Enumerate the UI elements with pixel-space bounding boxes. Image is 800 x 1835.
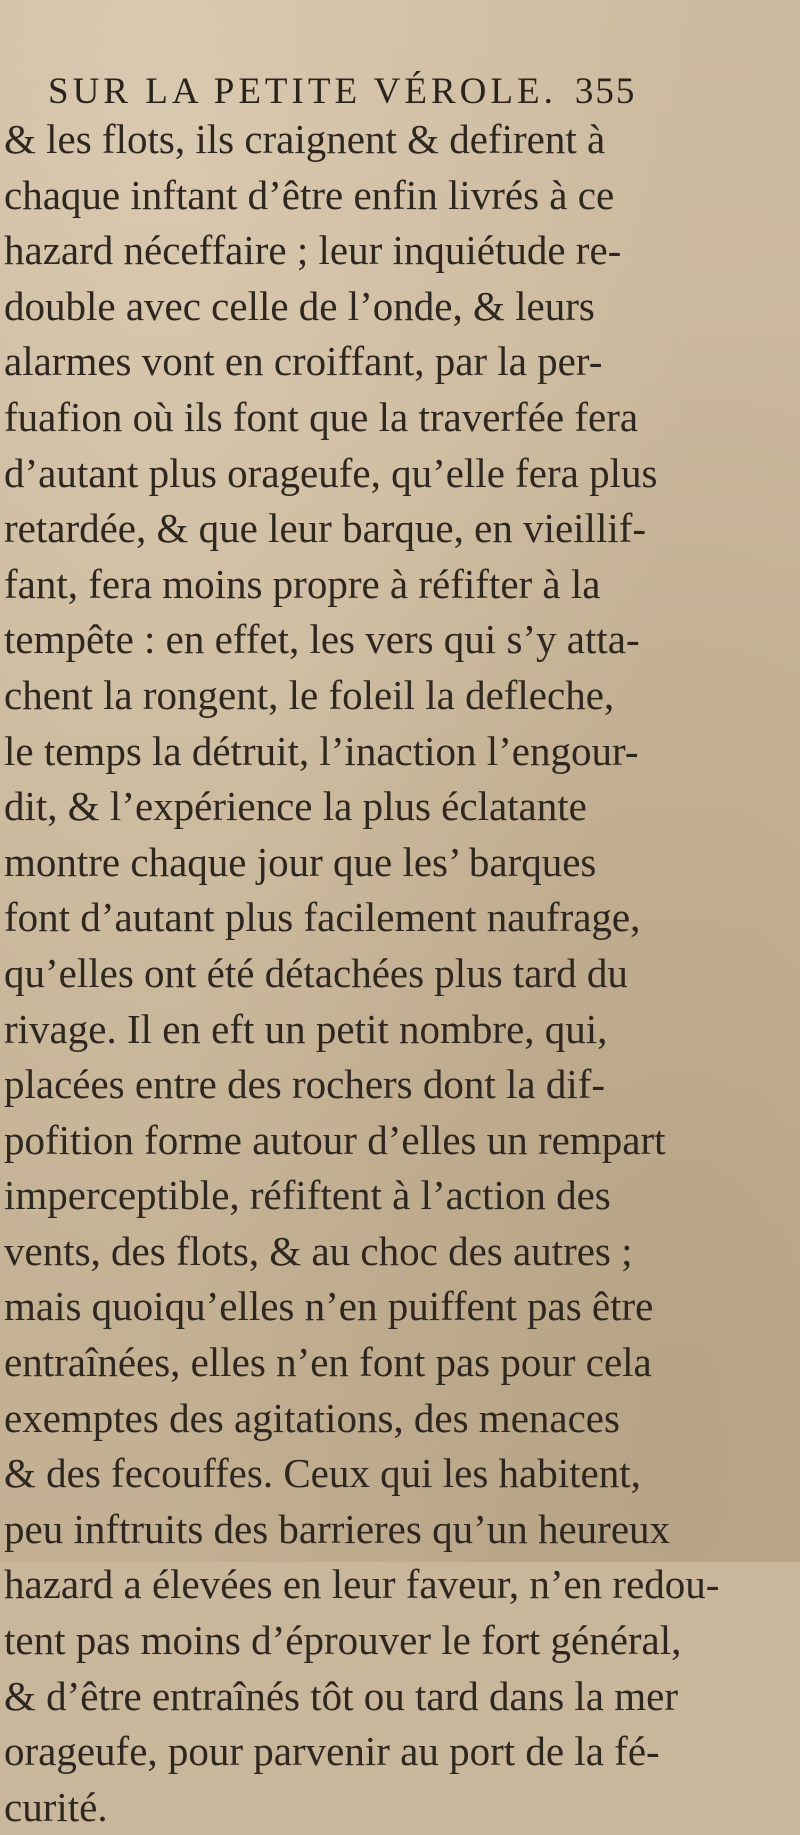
page-number: 355: [574, 71, 637, 112]
text-line: font d’autant plus facilement naufrage,: [4, 894, 641, 941]
text-line: fuafion où ils font que la traverfée fera: [4, 393, 639, 440]
text-line: & des fecouffes. Ceux qui les habitent,: [4, 1450, 641, 1497]
text-line: montre chaque jour que les’ barques: [4, 838, 597, 885]
text-line: chaque inftant d’être enfin livrés à ce: [4, 171, 615, 218]
text-line: tempête : en effet, les vers qui s’y atta-: [4, 616, 640, 663]
text-line: hazard néceffaire ; leur inquiétude re-: [4, 227, 622, 274]
text-line: double avec celle de l’onde, & leurs: [4, 282, 595, 329]
text-line: qu’elles ont été détachées plus tard du: [4, 949, 628, 996]
running-header-title: SUR LA PETITE VÉROLE.: [48, 71, 557, 112]
text-line: alarmes vont en croiffant, par la per-: [4, 338, 603, 385]
text-line: vents, des flots, & au choc des autres ;: [4, 1227, 633, 1274]
text-line: exemptes des agitations, des menaces: [4, 1394, 620, 1441]
text-line: curité.: [4, 1783, 108, 1830]
text-line: peu inftruits des barrieres qu’un heureux: [4, 1505, 671, 1552]
text-line: dit, & l’expérience la plus éclatante: [4, 783, 587, 830]
running-header: [48, 70, 688, 114]
text-line: tent pas moins d’éprouver le fort général,: [4, 1617, 682, 1664]
text-line: & d’être entraînés tôt ou tard dans la mer: [4, 1672, 678, 1719]
text-line: mais quoiqu’elles n’en puiffent pas être: [4, 1283, 654, 1330]
text-line: fant, fera moins propre à réfifter à la: [4, 560, 601, 607]
text-line: retardée, & que leur barque, en vieillif-: [4, 505, 647, 552]
text-line: imperceptible, réfiftent à l’action des: [4, 1172, 611, 1219]
text-line: pofition forme autour d’elles un rempart: [4, 1116, 666, 1163]
text-line: & les flots, ils craignent & defirent à: [4, 116, 606, 162]
text-line: d’autant plus orageufe, qu’elle fera plus: [4, 449, 658, 496]
text-line: placées entre des rochers dont la dif-: [4, 1061, 606, 1108]
text-line: hazard a élevées en leur faveur, n’en redou-: [4, 1561, 720, 1608]
text-line: orageufe, pour parvenir au port de la fé-: [4, 1728, 660, 1775]
body-text: [4, 112, 792, 1830]
text-line: rivage. Il en eft un petit nombre, qui,: [4, 1005, 608, 1052]
text-line: le temps la détruit, l’inaction l’engour-: [4, 727, 639, 774]
text-line: entraînées, elles n’en font pas pour cela: [4, 1339, 652, 1386]
text-line: chent la rongent, le foleil la defleche,: [4, 671, 615, 718]
